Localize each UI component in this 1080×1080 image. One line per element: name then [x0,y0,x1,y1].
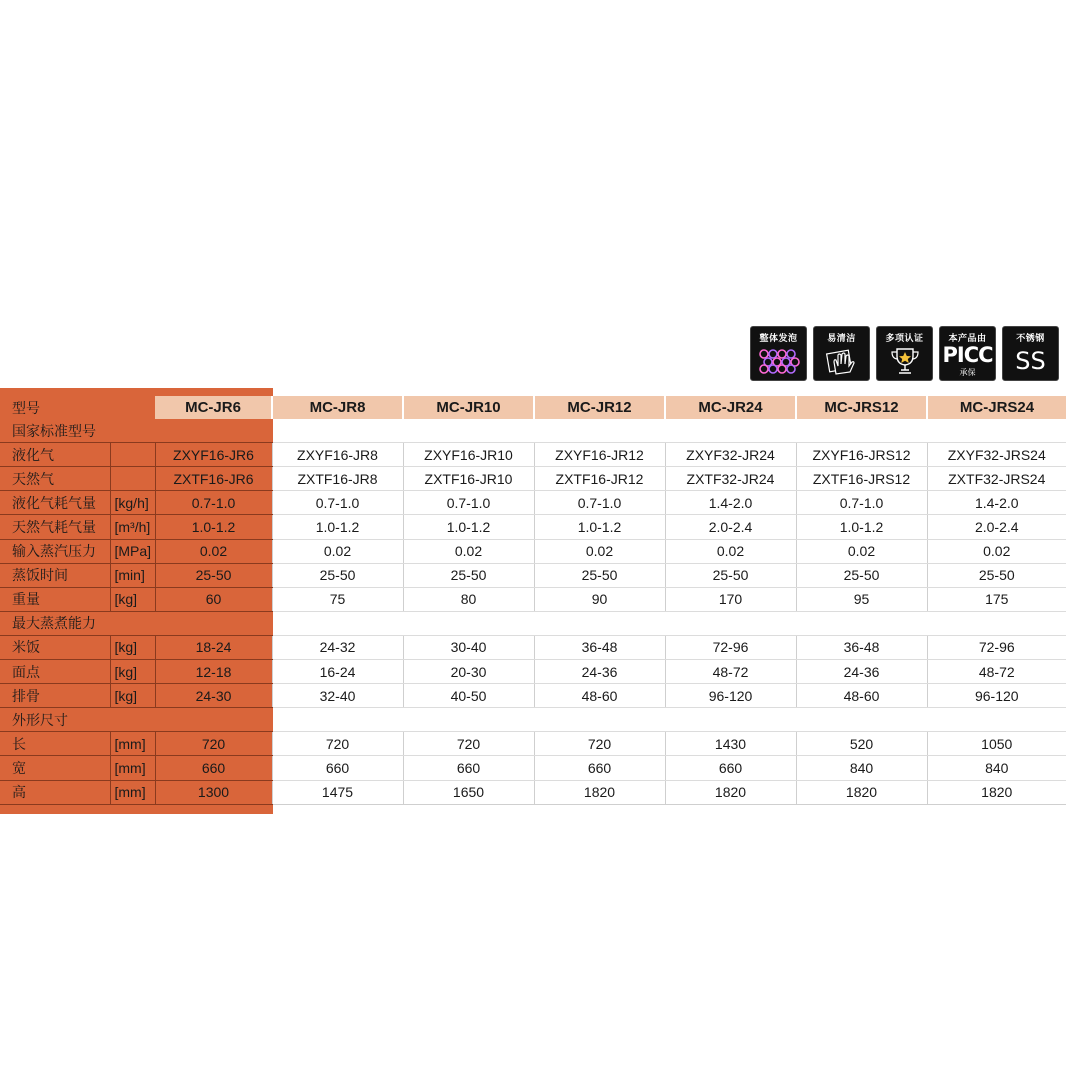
table-cell: 48-72 [665,660,796,684]
table-cell: 0.7-1.0 [155,491,272,515]
table-cell: 1475 [272,780,403,804]
table-cell: 1.4-2.0 [927,491,1066,515]
row-unit: [mm] [110,756,155,780]
badge-foam [750,326,807,381]
table-cell: 170 [665,587,796,611]
table-row [0,467,1066,491]
table-cell: 25-50 [534,563,665,587]
row-unit [110,467,155,491]
table-cell: 48-60 [534,684,665,708]
table-row [0,780,1066,804]
table-cell: 0.02 [665,539,796,563]
row-unit: [mm] [110,732,155,756]
row-label: 天然气 [0,467,110,491]
table-cell: 36-48 [534,635,665,659]
table-cell: ZXYF32-JRS24 [927,443,1066,467]
table-row [0,660,1066,684]
table-row [0,732,1066,756]
table-cell: 660 [534,756,665,780]
table-cell: 1300 [155,780,272,804]
table-cell: 48-72 [927,660,1066,684]
stainless-steel-icon [1003,345,1058,377]
section-spacer [272,611,1066,635]
table-cell: 40-50 [403,684,534,708]
table-cell: 16-24 [272,660,403,684]
row-label: 天然气耗气量 [0,515,110,539]
table-cell: 175 [927,587,1066,611]
table-cell: 1820 [796,780,927,804]
table-row [0,587,1066,611]
section-row [0,419,1066,443]
table-cell: 1050 [927,732,1066,756]
section-label: 最大蒸煮能力 [0,611,272,635]
row-unit: [min] [110,563,155,587]
table-cell: ZXTF16-JR10 [403,467,534,491]
model-header-mc-jr8: MC-JR8 [272,396,403,419]
row-unit: [m³/h] [110,515,155,539]
table-cell: 2.0-2.4 [927,515,1066,539]
table-cell: 720 [534,732,665,756]
table-row [0,443,1066,467]
badge-caption: 本产品由 [948,334,987,344]
badge-caption: 不锈钢 [1016,334,1045,344]
row-unit: [kg] [110,660,155,684]
badge-easy-clean [813,326,870,381]
table-cell: 36-48 [796,635,927,659]
row-unit: [MPa] [110,539,155,563]
table-cell: ZXYF16-JR12 [534,443,665,467]
model-header-mc-jr6: MC-JR6 [155,396,272,419]
foam-dots-icon [751,345,806,377]
table-cell: 840 [796,756,927,780]
table-cell: 25-50 [403,563,534,587]
table-cell: 25-50 [272,563,403,587]
table-cell: 1.0-1.2 [272,515,403,539]
table-cell: 0.02 [155,539,272,563]
table-cell: 25-50 [155,563,272,587]
section-spacer [272,419,1066,443]
table-cell: ZXYF32-JR24 [665,443,796,467]
table-cell: 1650 [403,780,534,804]
table-row [0,539,1066,563]
ss-text: SS [1015,347,1046,375]
table-cell: 1.0-1.2 [403,515,534,539]
table-cell: 24-36 [796,660,927,684]
row-unit: [mm] [110,780,155,804]
badge-sub: 承保 [959,368,976,377]
table-cell: 25-50 [665,563,796,587]
table-cell: 72-96 [665,635,796,659]
table-cell: 1.0-1.2 [155,515,272,539]
table-cell: 0.7-1.0 [796,491,927,515]
table-row [0,515,1066,539]
table-cell: 72-96 [927,635,1066,659]
table-cell: 1430 [665,732,796,756]
model-header-mc-jr12: MC-JR12 [534,396,665,419]
row-unit: [kg] [110,684,155,708]
table-cell: 660 [272,756,403,780]
trophy-star-icon [877,345,932,377]
picc-text: PICC [942,342,993,367]
table-cell: ZXTF32-JRS24 [927,467,1066,491]
model-header-mc-jrs12: MC-JRS12 [796,396,927,419]
table-cell: 0.7-1.0 [272,491,403,515]
header-label: 型号 [12,400,40,417]
table-cell: 24-36 [534,660,665,684]
table-cell: 32-40 [272,684,403,708]
table-cell: 90 [534,587,665,611]
badge-picc [939,326,996,381]
model-header-mc-jr10: MC-JR10 [403,396,534,419]
badge-certified [876,326,933,381]
table-cell: 25-50 [796,563,927,587]
table-cell: 660 [665,756,796,780]
table-cell: 520 [796,732,927,756]
feature-badges [750,326,1059,381]
row-label: 米饭 [0,635,110,659]
table-cell: 0.02 [272,539,403,563]
table-cell: 75 [272,587,403,611]
row-label: 宽 [0,756,110,780]
table-cell: ZXTF16-JR12 [534,467,665,491]
table-cell: 18-24 [155,635,272,659]
section-label: 国家标准型号 [0,419,272,443]
badge-caption: 易清洁 [827,334,856,344]
table-cell: 80 [403,587,534,611]
table-cell: 0.02 [534,539,665,563]
row-unit: [kg] [110,587,155,611]
table-cell: 30-40 [403,635,534,659]
table-row [0,684,1066,708]
table-cell: 12-18 [155,660,272,684]
table-cell: ZXTF16-JR8 [272,467,403,491]
section-row [0,708,1066,732]
row-unit: [kg] [110,635,155,659]
row-label: 高 [0,780,110,804]
row-label: 液化气耗气量 [0,491,110,515]
table-cell: 1820 [665,780,796,804]
row-label: 液化气 [0,443,110,467]
table-cell: 96-120 [927,684,1066,708]
table-cell: 20-30 [403,660,534,684]
table-cell: 24-32 [272,635,403,659]
row-label: 重量 [0,587,110,611]
table-cell: ZXTF16-JRS12 [796,467,927,491]
table-cell: 0.02 [927,539,1066,563]
table-cell: 0.7-1.0 [534,491,665,515]
section-spacer [272,708,1066,732]
table-cell: 0.02 [796,539,927,563]
section-row [0,611,1066,635]
badge-caption: 整体发泡 [759,334,798,344]
table-cell: ZXTF16-JR6 [155,467,272,491]
row-label: 长 [0,732,110,756]
table-cell: 840 [927,756,1066,780]
table-cell: 660 [155,756,272,780]
picc-logo [940,341,995,368]
table-cell: 60 [155,587,272,611]
badge-caption: 多项认证 [885,334,924,344]
row-label: 面点 [0,660,110,684]
table-cell: 0.7-1.0 [403,491,534,515]
row-label: 排骨 [0,684,110,708]
header-row [0,396,1066,419]
table-cell: 1820 [927,780,1066,804]
model-header-mc-jr24: MC-JR24 [665,396,796,419]
table-row [0,756,1066,780]
table-cell: 0.02 [403,539,534,563]
table-cell: 720 [272,732,403,756]
table-cell: ZXYF16-JRS12 [796,443,927,467]
table-row [0,563,1066,587]
table-cell: ZXTF32-JR24 [665,467,796,491]
row-label: 蒸饭时间 [0,563,110,587]
table-cell: 1820 [534,780,665,804]
row-label: 输入蒸汽压力 [0,539,110,563]
badge-stainless [1002,326,1059,381]
table-cell: 1.0-1.2 [796,515,927,539]
model-header-mc-jrs24: MC-JRS24 [927,396,1066,419]
table-cell: 720 [403,732,534,756]
hand-wipe-icon [814,345,869,377]
table-cell: 720 [155,732,272,756]
table-cell: 660 [403,756,534,780]
table-cell: ZXYF16-JR6 [155,443,272,467]
table-row [0,491,1066,515]
table-cell: 95 [796,587,927,611]
section-label: 外形尺寸 [0,708,272,732]
row-unit: [kg/h] [110,491,155,515]
table-cell: 96-120 [665,684,796,708]
table-cell: 24-30 [155,684,272,708]
row-unit [110,443,155,467]
spec-table [0,396,1066,805]
table-cell: 48-60 [796,684,927,708]
table-cell: 1.4-2.0 [665,491,796,515]
table-cell: 1.0-1.2 [534,515,665,539]
table-cell: 25-50 [927,563,1066,587]
table-cell: ZXYF16-JR8 [272,443,403,467]
table-row [0,635,1066,659]
table-cell: 2.0-2.4 [665,515,796,539]
table-cell: ZXYF16-JR10 [403,443,534,467]
